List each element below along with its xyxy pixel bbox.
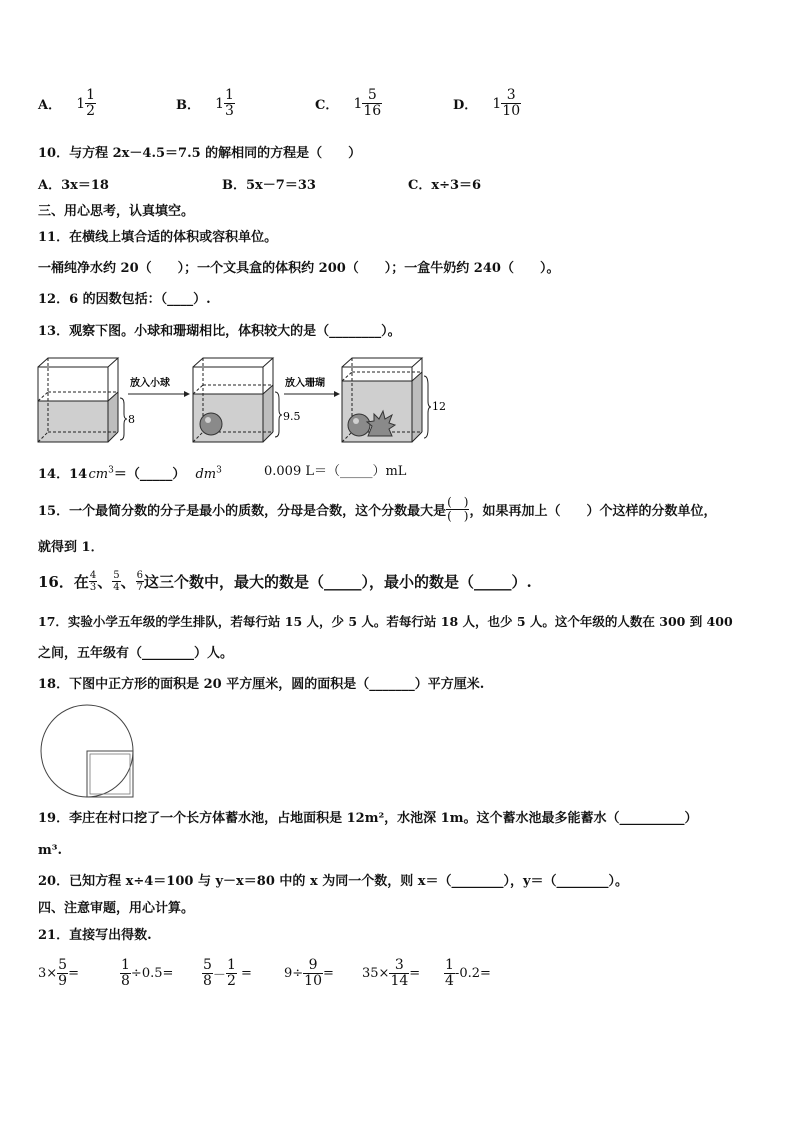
separator: 、 xyxy=(120,573,136,591)
q17-line1: 17．实验小学五年级的学生排队，若每行站 15 人，少 5 人。若每行站 18 人，也少 5 人。这个年级的人数在 300 到 400 xyxy=(38,614,733,629)
q14-unit2: dm xyxy=(195,467,217,482)
section-3-heading: 三、用心思考，认真填空。 xyxy=(38,204,195,219)
q9-option-d xyxy=(453,88,521,119)
fraction xyxy=(89,570,97,593)
q19-line1: 19．李庄在村口挖了一个长方体蓄水池，占地面积是 12m²，水池深 1m。这个蓄水池最多能蓄水（__________） xyxy=(38,811,698,826)
numerator: 5 xyxy=(58,957,68,973)
q21-text: 21．直接写出得数. xyxy=(38,928,152,943)
q14-mid: ＝（_____） xyxy=(113,467,186,482)
numerator: 5 xyxy=(203,957,212,973)
fraction xyxy=(112,570,120,593)
q14-part2: 0.009 L＝（_____）mL xyxy=(264,464,407,479)
q16-lead: 16．在 xyxy=(38,573,89,591)
arrow-2-label: 放入珊瑚 xyxy=(285,378,325,389)
separator: 、 xyxy=(97,573,113,591)
calc-post: -0.2= xyxy=(454,966,491,981)
option-letter: A． xyxy=(38,98,62,113)
q14-prefix: 14．14 xyxy=(38,467,88,482)
q18-text: 18．下图中正方形的面积是 20 平方厘米，圆的面积是（_______）平方厘米. xyxy=(38,677,485,692)
denominator: 9 xyxy=(58,973,68,989)
q14-exp2: 3 xyxy=(216,465,222,476)
q12-text: 12．6 的因数包括：（____）. xyxy=(38,292,211,307)
tank-1 xyxy=(38,358,127,442)
fraction xyxy=(57,958,68,989)
numerator: 3 xyxy=(501,88,521,104)
q13-text: 13．观察下图。小球和珊瑚相比，体积较大的是（________）。 xyxy=(38,324,401,339)
mixed-whole: 1 xyxy=(492,95,502,112)
numerator: 9 xyxy=(303,958,323,974)
q9-option-a xyxy=(38,88,96,119)
q15-line1 xyxy=(38,496,716,523)
numerator: 1 xyxy=(445,957,454,973)
denominator: 7 xyxy=(136,582,144,593)
denominator: 16 xyxy=(363,103,382,119)
fraction xyxy=(362,88,382,119)
calc-post: = xyxy=(236,966,252,981)
numerator: 1 xyxy=(225,87,234,103)
section-4-heading: 四、注意审题，用心计算。 xyxy=(38,901,195,916)
tank-3 xyxy=(342,358,431,442)
q9-option-c xyxy=(315,88,382,119)
q13-figure xyxy=(36,354,456,446)
denominator: 2 xyxy=(226,973,236,989)
calc-item-5 xyxy=(362,958,420,989)
numerator: 4 xyxy=(89,570,97,581)
q19-line2: m³. xyxy=(38,843,62,858)
numerator: 1 xyxy=(121,957,130,973)
numerator: 5 xyxy=(362,88,382,104)
denominator: ( ) xyxy=(447,509,469,523)
q11-text: 11．在横线上填合适的体积或容积单位。 xyxy=(38,230,278,245)
calc-item-3 xyxy=(202,958,252,989)
q10-option-c: C．x÷3＝6 xyxy=(408,178,482,193)
q14-line xyxy=(38,463,222,482)
numerator: ( ) xyxy=(447,495,469,509)
fraction xyxy=(226,958,237,989)
q14-exp1: 3 xyxy=(108,465,114,476)
fraction xyxy=(136,570,144,593)
fraction xyxy=(444,958,455,989)
denominator: 10 xyxy=(304,973,322,989)
fraction xyxy=(389,958,409,989)
calc-post: = xyxy=(68,966,79,981)
fraction xyxy=(303,958,323,989)
denominator: 10 xyxy=(502,103,521,119)
calc-post: ÷0.5= xyxy=(130,966,174,981)
fraction xyxy=(224,88,235,119)
calc-post: = xyxy=(323,966,334,981)
denominator: 3 xyxy=(89,582,97,593)
calc-pre: 3× xyxy=(38,966,58,981)
fraction xyxy=(202,958,213,989)
mixed-whole: 1 xyxy=(353,95,363,112)
arrow-2 xyxy=(284,376,340,397)
numerator: 1 xyxy=(226,957,236,973)
arrow-1 xyxy=(128,376,190,397)
tank-2 xyxy=(193,358,282,442)
denominator: 2 xyxy=(86,103,96,119)
height-label-2: 9.5 xyxy=(283,410,301,423)
mixed-whole: 1 xyxy=(215,95,225,112)
height-label-1: 8 xyxy=(128,413,135,426)
circle-square-figure xyxy=(38,704,138,800)
q10-option-a: A．3x＝18 xyxy=(38,178,109,193)
q16-line xyxy=(38,570,532,593)
denominator: 4 xyxy=(445,973,454,989)
q10-option-b: B．5x－7＝33 xyxy=(222,178,316,193)
calc-pre: 35× xyxy=(362,966,390,981)
denominator: 14 xyxy=(390,973,409,989)
q13-figure-svg xyxy=(36,354,456,446)
mixed-whole: 1 xyxy=(76,95,86,112)
q15-text-b: ，如果再加上（ ）个这样的分数单位， xyxy=(469,504,717,519)
q11-line: 一桶纯净水约 20（ ）；一个文具盒的体积约 200（ ）；一盒牛奶约 240（ ）。 xyxy=(38,261,560,276)
q15-text-a: 15．一个最简分数的分子是最小的质数，分母是合数，这个分数最大是 xyxy=(38,504,447,519)
q18-figure xyxy=(38,704,138,800)
q16-tail: 这三个数中，最大的数是（_____），最小的数是（_____）. xyxy=(144,573,532,591)
calc-post: = xyxy=(409,966,421,981)
denominator: 8 xyxy=(121,973,130,989)
fraction xyxy=(85,88,96,119)
denominator: 8 xyxy=(203,973,212,989)
q15-line2: 就得到 1． xyxy=(38,540,104,555)
fraction xyxy=(120,958,131,989)
numerator: 5 xyxy=(113,570,120,581)
fraction xyxy=(501,88,521,119)
option-letter: B． xyxy=(176,98,200,113)
calc-item-2 xyxy=(120,958,173,989)
denominator: 3 xyxy=(225,103,234,119)
option-letter: D． xyxy=(453,98,478,113)
calc-mid: － xyxy=(212,968,226,983)
q17-line2: 之间，五年级有（________）人。 xyxy=(38,646,234,661)
q20-text: 20．已知方程 x÷4＝100 与 y－x＝80 中的 x 为同一个数，则 x＝（________），y＝（________）。 xyxy=(38,874,629,889)
option-letter: C． xyxy=(315,98,339,113)
numerator: 1 xyxy=(86,87,96,103)
calc-pre: 9÷ xyxy=(284,966,304,981)
calc-item-4 xyxy=(284,958,334,989)
arrow-1-label: 放入小球 xyxy=(130,378,170,389)
numerator: 3 xyxy=(389,958,409,974)
numerator: 6 xyxy=(136,570,144,581)
calc-item-6 xyxy=(444,958,491,989)
height-label-3: 12 xyxy=(432,400,446,413)
q15-blank-fraction xyxy=(446,496,469,523)
q14-unit1: cm xyxy=(88,467,109,482)
q9-option-b xyxy=(176,88,235,119)
denominator: 4 xyxy=(113,582,120,593)
calc-item-1 xyxy=(38,958,79,989)
q10-text: 10．与方程 2x－4.5＝7.5 的解相同的方程是（ ） xyxy=(38,146,362,161)
